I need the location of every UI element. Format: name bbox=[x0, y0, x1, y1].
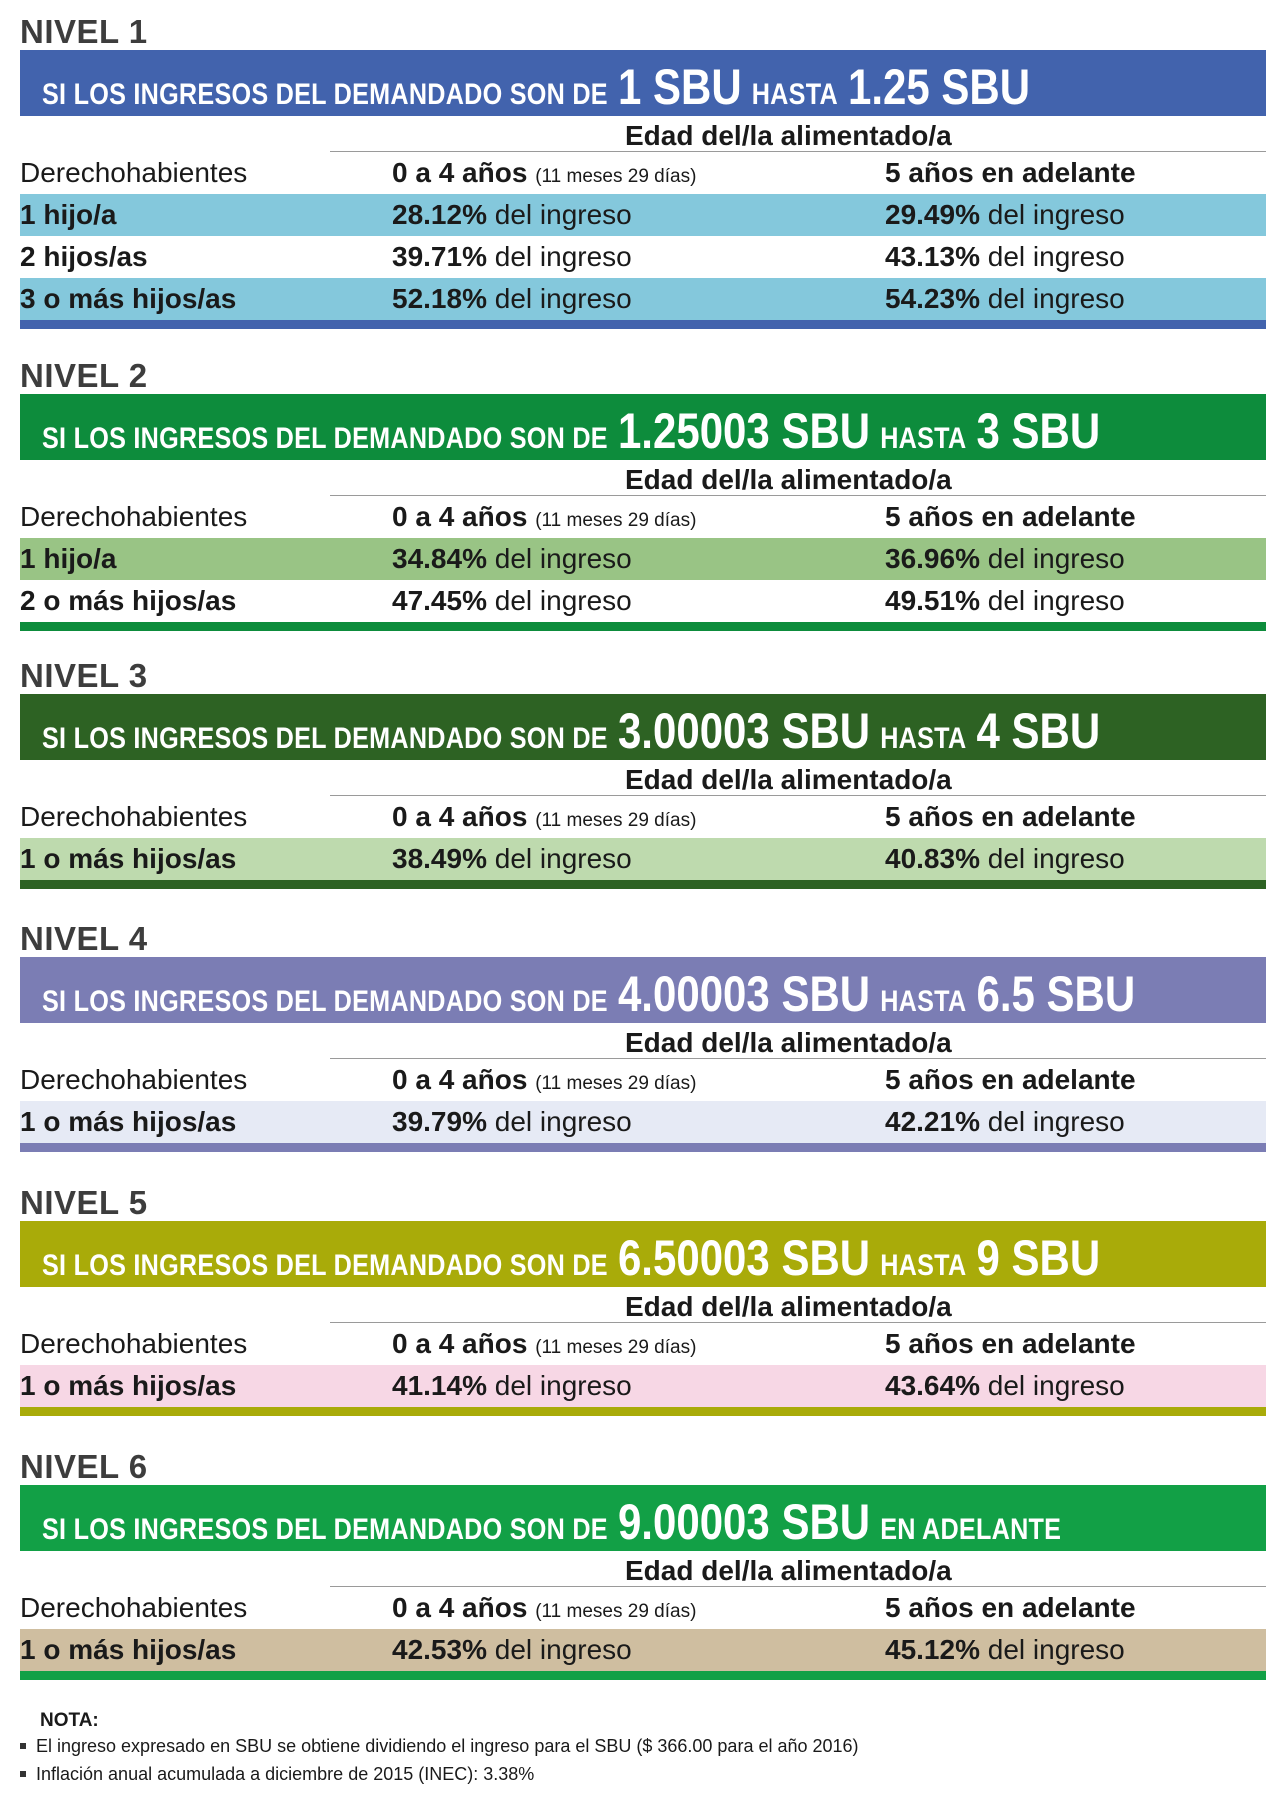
cell-0-a-4: 41.14% del ingreso bbox=[392, 1370, 632, 1401]
cell-5-en-adelante: 54.23% del ingreso bbox=[885, 283, 1125, 314]
nota-item-text: El ingreso expresado en SBU se obtiene dividiendo el ingreso para el SBU ($ 366.00 para el año 2016) bbox=[36, 1736, 859, 1756]
cell-0-a-4: 39.79% del ingreso bbox=[392, 1106, 632, 1137]
row-label: 1 hijo/a bbox=[20, 199, 117, 230]
table-row bbox=[20, 194, 1266, 236]
level-banner bbox=[20, 957, 1266, 1023]
level-title: NIVEL 2 bbox=[20, 357, 148, 394]
banner-connector: HASTA bbox=[880, 1249, 967, 1282]
level-footer-bar bbox=[20, 320, 1266, 329]
level-block bbox=[20, 920, 1266, 1152]
col-0-a-4: 0 a 4 años (11 meses 29 días) bbox=[392, 1592, 697, 1623]
col-5-en-adelante: 5 años en adelante bbox=[885, 1592, 1136, 1623]
row-label: 2 hijos/as bbox=[20, 241, 148, 272]
banner-prefix: SI LOS INGRESOS DEL DEMANDADO SON DE bbox=[42, 78, 608, 111]
level-footer-bar bbox=[20, 1407, 1266, 1416]
bullet-icon bbox=[20, 1771, 26, 1777]
level-block bbox=[20, 1448, 1266, 1680]
col-derechohabientes: Derechohabientes bbox=[20, 801, 248, 832]
banner-connector: EN ADELANTE bbox=[880, 1513, 1062, 1546]
banner-from: 9.00003 SBU bbox=[617, 1494, 871, 1550]
column-header-row bbox=[20, 1587, 1266, 1629]
level-banner bbox=[20, 1485, 1266, 1551]
col-5-en-adelante: 5 años en adelante bbox=[885, 1064, 1136, 1095]
level-footer-bar bbox=[20, 1143, 1266, 1152]
edad-header: Edad del/la alimentado/a bbox=[625, 1555, 952, 1586]
cell-0-a-4: 38.49% del ingreso bbox=[392, 843, 632, 874]
row-label: 1 o más hijos/as bbox=[20, 843, 237, 874]
banner-from: 3.00003 SBU bbox=[617, 703, 871, 759]
col-derechohabientes: Derechohabientes bbox=[20, 501, 248, 532]
level-block bbox=[20, 1184, 1266, 1416]
col-derechohabientes: Derechohabientes bbox=[20, 157, 248, 188]
edad-header: Edad del/la alimentado/a bbox=[625, 120, 952, 151]
col-0-a-4-note: (11 meses 29 días) bbox=[535, 1073, 697, 1094]
row-label: 1 o más hijos/as bbox=[20, 1634, 237, 1665]
banner-to: 3 SBU bbox=[976, 403, 1101, 459]
cell-5-en-adelante: 49.51% del ingreso bbox=[885, 585, 1125, 616]
col-0-a-4: 0 a 4 años (11 meses 29 días) bbox=[392, 801, 697, 832]
table-row bbox=[20, 580, 1266, 622]
cell-0-a-4: 47.45% del ingreso bbox=[392, 585, 632, 616]
nota-item bbox=[20, 1760, 859, 1788]
cell-5-en-adelante: 43.13% del ingreso bbox=[885, 241, 1125, 272]
edad-header: Edad del/la alimentado/a bbox=[625, 464, 952, 495]
col-derechohabientes: Derechohabientes bbox=[20, 1592, 248, 1623]
column-header-row bbox=[20, 1059, 1266, 1101]
edad-header: Edad del/la alimentado/a bbox=[625, 1291, 952, 1322]
table-row bbox=[20, 1101, 1266, 1143]
table-row bbox=[20, 278, 1266, 320]
banner-from: 1.25003 SBU bbox=[617, 403, 871, 459]
age-header-row bbox=[20, 1287, 1266, 1323]
col-5-en-adelante: 5 años en adelante bbox=[885, 501, 1136, 532]
banner-from: 4.00003 SBU bbox=[617, 966, 871, 1022]
age-header-row bbox=[20, 1023, 1266, 1059]
nota-heading: NOTA: bbox=[40, 1710, 99, 1731]
edad-header: Edad del/la alimentado/a bbox=[625, 1027, 952, 1058]
banner-from: 1 SBU bbox=[617, 59, 742, 115]
cell-0-a-4: 52.18% del ingreso bbox=[392, 283, 632, 314]
level-footer-bar bbox=[20, 622, 1266, 631]
level-banner bbox=[20, 1221, 1266, 1287]
level-block bbox=[20, 357, 1266, 631]
row-label: 2 o más hijos/as bbox=[20, 585, 237, 616]
col-0-a-4-note: (11 meses 29 días) bbox=[535, 810, 697, 831]
nota-item-text: Inflación anual acumulada a diciembre de 2015 (INEC): 3.38% bbox=[36, 1764, 535, 1784]
cell-5-en-adelante: 40.83% del ingreso bbox=[885, 843, 1125, 874]
column-header-row bbox=[20, 796, 1266, 838]
table-row bbox=[20, 538, 1266, 580]
banner-prefix: SI LOS INGRESOS DEL DEMANDADO SON DE bbox=[42, 722, 608, 755]
row-label: 1 o más hijos/as bbox=[20, 1370, 237, 1401]
level-title: NIVEL 3 bbox=[20, 657, 148, 694]
banner-prefix: SI LOS INGRESOS DEL DEMANDADO SON DE bbox=[42, 1249, 608, 1282]
col-0-a-4: 0 a 4 años (11 meses 29 días) bbox=[392, 501, 697, 532]
col-0-a-4: 0 a 4 años (11 meses 29 días) bbox=[392, 157, 697, 188]
col-0-a-4-note: (11 meses 29 días) bbox=[535, 1601, 697, 1622]
cell-0-a-4: 28.12% del ingreso bbox=[392, 199, 632, 230]
level-banner bbox=[20, 394, 1266, 460]
banner-connector: HASTA bbox=[880, 985, 967, 1018]
table-row bbox=[20, 838, 1266, 880]
col-0-a-4: 0 a 4 años (11 meses 29 días) bbox=[392, 1328, 697, 1359]
banner-to: 1.25 SBU bbox=[848, 59, 1031, 115]
age-header-row bbox=[20, 460, 1266, 496]
col-derechohabientes: Derechohabientes bbox=[20, 1328, 248, 1359]
banner-to: 9 SBU bbox=[976, 1230, 1101, 1286]
banner-prefix: SI LOS INGRESOS DEL DEMANDADO SON DE bbox=[42, 422, 608, 455]
level-footer-bar bbox=[20, 1671, 1266, 1680]
cell-0-a-4: 42.53% del ingreso bbox=[392, 1634, 632, 1665]
level-title: NIVEL 6 bbox=[20, 1448, 148, 1485]
col-0-a-4-note: (11 meses 29 días) bbox=[535, 1337, 697, 1358]
col-0-a-4: 0 a 4 años (11 meses 29 días) bbox=[392, 1064, 697, 1095]
cell-0-a-4: 39.71% del ingreso bbox=[392, 241, 632, 272]
age-header-row bbox=[20, 760, 1266, 796]
banner-from: 6.50003 SBU bbox=[617, 1230, 871, 1286]
col-5-en-adelante: 5 años en adelante bbox=[885, 801, 1136, 832]
row-label: 3 o más hijos/as bbox=[20, 283, 237, 314]
level-block bbox=[20, 13, 1266, 329]
row-label: 1 o más hijos/as bbox=[20, 1106, 237, 1137]
col-0-a-4-note: (11 meses 29 días) bbox=[535, 166, 697, 187]
nota-item bbox=[20, 1732, 859, 1760]
banner-to: 6.5 SBU bbox=[976, 966, 1136, 1022]
cell-5-en-adelante: 36.96% del ingreso bbox=[885, 543, 1125, 574]
column-header-row bbox=[20, 496, 1266, 538]
table-row bbox=[20, 1629, 1266, 1671]
level-title: NIVEL 4 bbox=[20, 920, 148, 957]
level-block bbox=[20, 657, 1266, 889]
table-row bbox=[20, 1365, 1266, 1407]
banner-prefix: SI LOS INGRESOS DEL DEMANDADO SON DE bbox=[42, 1513, 608, 1546]
cell-5-en-adelante: 45.12% del ingreso bbox=[885, 1634, 1125, 1665]
nota-section bbox=[20, 1710, 859, 1788]
col-derechohabientes: Derechohabientes bbox=[20, 1064, 248, 1095]
bullet-icon bbox=[20, 1743, 26, 1749]
level-title: NIVEL 5 bbox=[20, 1184, 148, 1221]
cell-0-a-4: 34.84% del ingreso bbox=[392, 543, 632, 574]
level-banner bbox=[20, 694, 1266, 760]
banner-connector: HASTA bbox=[751, 78, 838, 111]
banner-connector: HASTA bbox=[880, 422, 967, 455]
level-title: NIVEL 1 bbox=[20, 13, 148, 50]
col-0-a-4-note: (11 meses 29 días) bbox=[535, 510, 697, 531]
table-row bbox=[20, 236, 1266, 278]
row-label: 1 hijo/a bbox=[20, 543, 117, 574]
banner-connector: HASTA bbox=[880, 722, 967, 755]
banner-prefix: SI LOS INGRESOS DEL DEMANDADO SON DE bbox=[42, 985, 608, 1018]
cell-5-en-adelante: 29.49% del ingreso bbox=[885, 199, 1125, 230]
col-5-en-adelante: 5 años en adelante bbox=[885, 1328, 1136, 1359]
age-header-row bbox=[20, 1551, 1266, 1587]
cell-5-en-adelante: 42.21% del ingreso bbox=[885, 1106, 1125, 1137]
level-footer-bar bbox=[20, 880, 1266, 889]
edad-header: Edad del/la alimentado/a bbox=[625, 764, 952, 795]
column-header-row bbox=[20, 1323, 1266, 1365]
banner-to: 4 SBU bbox=[976, 703, 1101, 759]
column-header-row bbox=[20, 152, 1266, 194]
cell-5-en-adelante: 43.64% del ingreso bbox=[885, 1370, 1125, 1401]
age-header-row bbox=[20, 116, 1266, 152]
level-banner bbox=[20, 50, 1266, 116]
col-5-en-adelante: 5 años en adelante bbox=[885, 157, 1136, 188]
